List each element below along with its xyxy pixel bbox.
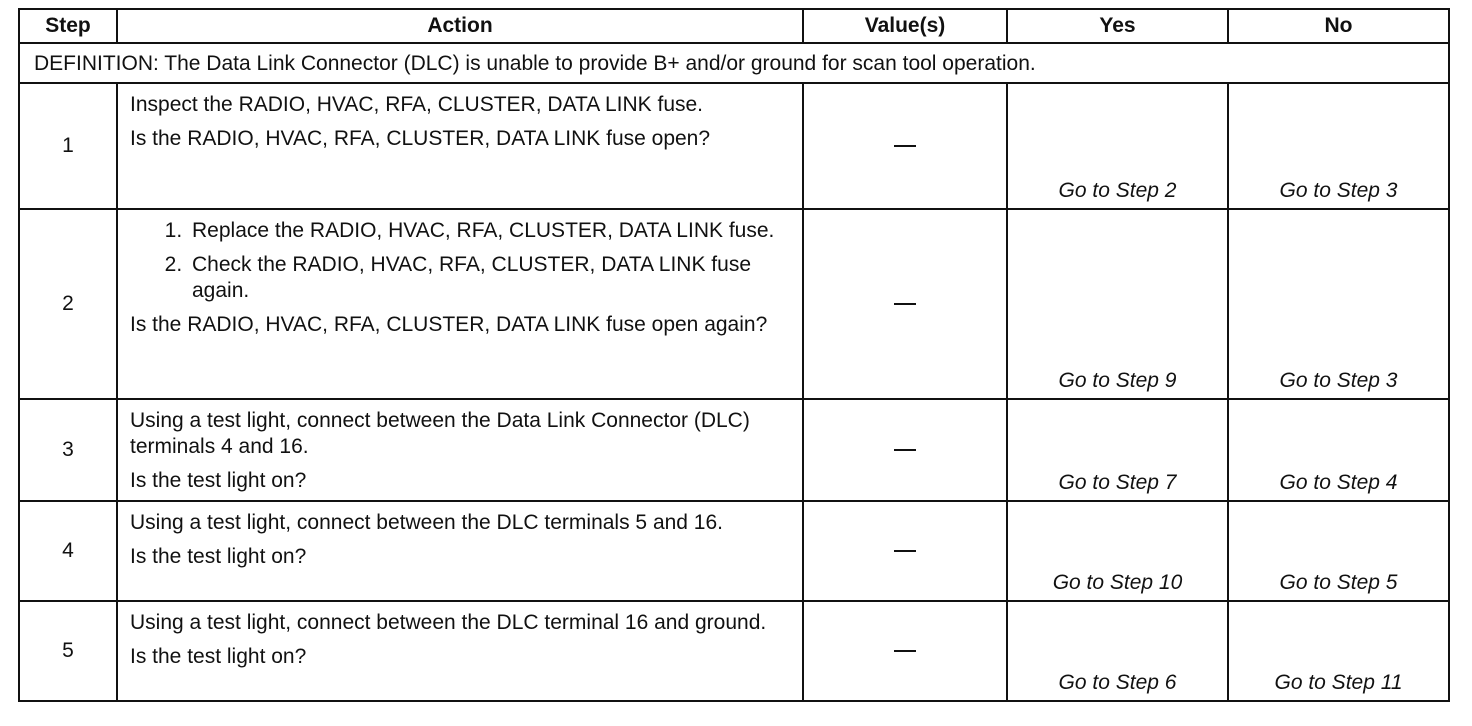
definition-row xyxy=(19,43,1449,83)
action-question: Is the RADIO, HVAC, RFA, CLUSTER, DATA LINK fuse open again? xyxy=(130,313,768,336)
action-cell xyxy=(117,209,803,399)
diagnostic-table xyxy=(18,8,1450,702)
action-question: Is the test light on? xyxy=(130,645,307,668)
header-yes: Yes xyxy=(1007,9,1228,43)
step-number: 4 xyxy=(19,501,117,601)
definition-text: DEFINITION: The Data Link Connector (DLC) is unable to provide B+ and/or ground for scan tool operation. xyxy=(19,43,1449,83)
action-instruction: Using a test light, connect between the DLC terminals 5 and 16. xyxy=(130,511,724,534)
header-row xyxy=(19,9,1449,43)
value-dash xyxy=(894,449,916,451)
table-row xyxy=(19,501,1449,601)
value-cell xyxy=(803,601,1007,701)
value-cell xyxy=(803,501,1007,601)
sub-step-item: 1. Replace the RADIO, HVAC, RFA, CLUSTER, DATA LINK fuse. xyxy=(188,218,790,244)
sub-step-item: 2. Check the RADIO, HVAC, RFA, CLUSTER, DATA LINK fuse again. xyxy=(188,252,790,304)
header-values: Value(s) xyxy=(803,9,1007,43)
no-result: Go to Step 5 xyxy=(1228,501,1449,601)
table-row xyxy=(19,83,1449,209)
step-number: 2 xyxy=(19,209,117,399)
value-dash xyxy=(894,145,916,147)
action-question: Is the test light on? xyxy=(130,545,307,568)
no-result: Go to Step 3 xyxy=(1228,83,1449,209)
no-result: Go to Step 11 xyxy=(1228,601,1449,701)
action-cell xyxy=(117,399,803,501)
header-step: Step xyxy=(19,9,117,43)
yes-result: Go to Step 9 xyxy=(1007,209,1228,399)
yes-result: Go to Step 2 xyxy=(1007,83,1228,209)
value-dash xyxy=(894,550,916,552)
value-cell xyxy=(803,83,1007,209)
action-cell xyxy=(117,601,803,701)
yes-result: Go to Step 10 xyxy=(1007,501,1228,601)
action-cell xyxy=(117,501,803,601)
step-number: 3 xyxy=(19,399,117,501)
action-question: Is the RADIO, HVAC, RFA, CLUSTER, DATA LINK fuse open? xyxy=(130,127,711,150)
no-result: Go to Step 3 xyxy=(1228,209,1449,399)
sub-step-list xyxy=(130,218,790,304)
yes-result: Go to Step 7 xyxy=(1007,399,1228,501)
header-action: Action xyxy=(117,9,803,43)
value-cell xyxy=(803,399,1007,501)
yes-result: Go to Step 6 xyxy=(1007,601,1228,701)
step-number: 5 xyxy=(19,601,117,701)
value-dash xyxy=(894,303,916,305)
table-row xyxy=(19,209,1449,399)
table-row xyxy=(19,601,1449,701)
action-instruction: Using a test light, connect between the Data Link Connector (DLC) terminals 4 and 16. xyxy=(130,409,750,458)
no-result: Go to Step 4 xyxy=(1228,399,1449,501)
action-cell xyxy=(117,83,803,209)
value-dash xyxy=(894,650,916,652)
action-question: Is the test light on? xyxy=(130,469,307,492)
action-instruction: Using a test light, connect between the DLC terminal 16 and ground. xyxy=(130,611,767,634)
header-no: No xyxy=(1228,9,1449,43)
diagnostic-table-container xyxy=(18,8,1450,702)
value-cell xyxy=(803,209,1007,399)
table-row xyxy=(19,399,1449,501)
step-number: 1 xyxy=(19,83,117,209)
action-instruction: Inspect the RADIO, HVAC, RFA, CLUSTER, DATA LINK fuse. xyxy=(130,93,704,116)
